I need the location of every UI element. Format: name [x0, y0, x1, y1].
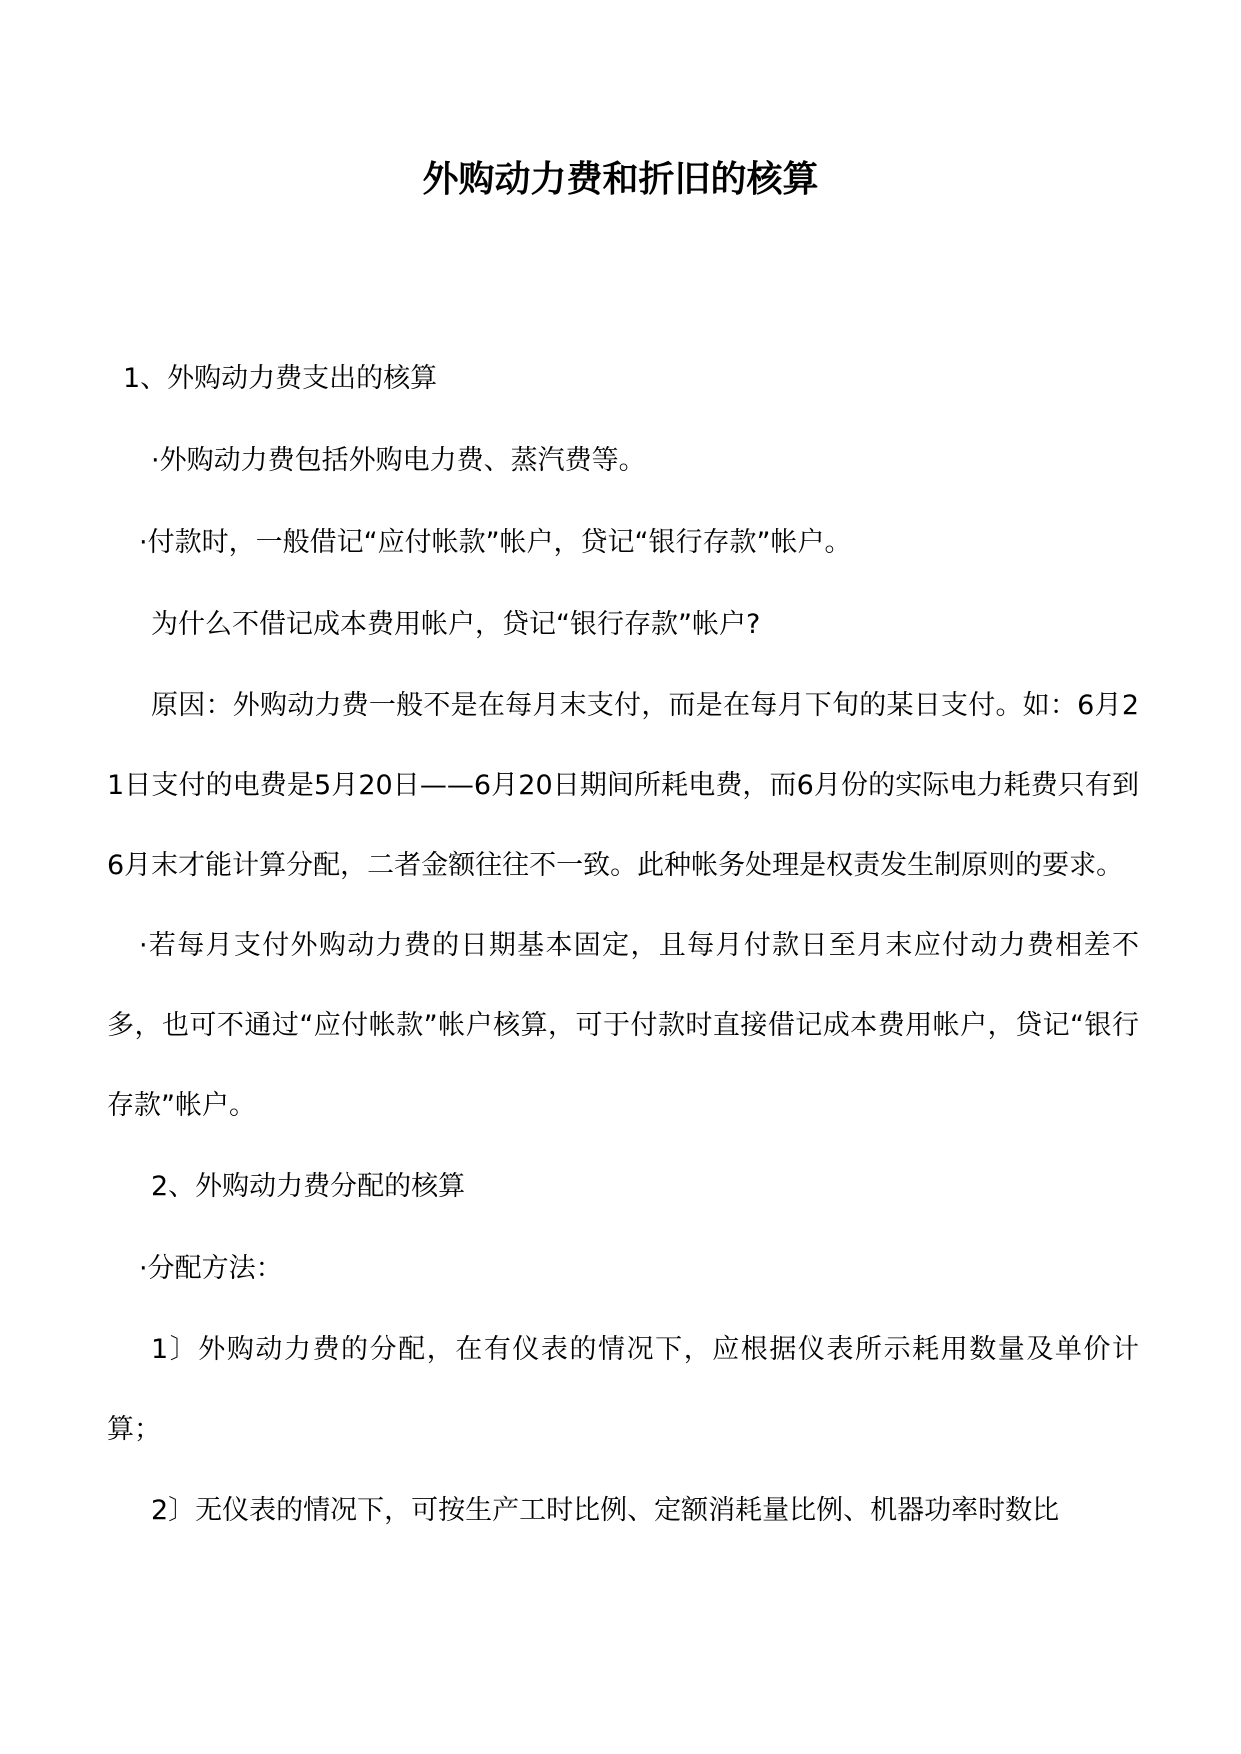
section-heading-2: 2、外购动力费分配的核算	[151, 1171, 466, 1202]
bullet-paragraph: ·若每月支付外购动力费的日期基本固定，且每月付款日至月末应付动力费相差不多，也可不通过“应付帐款”帐户核算，可于付款时直接借记成本费用帐户，贷记“银行存款”帐户。	[107, 930, 1139, 1121]
bullet-paragraph: ·分配方法：	[139, 1253, 283, 1284]
question-paragraph: 为什么不借记成本费用帐户，贷记“银行存款”帐户?	[151, 609, 761, 640]
reason-paragraph: 原因：外购动力费一般不是在每月末支付，而是在每月下旬的某日支付。如：6月21日支付的电费是5月20日——6月20日期间所耗电费，而6月份的实际电力耗费只有到6月末才能计算分配，二者金额往往不一致。此种帐务处理是权责发生制原则的要求。	[107, 690, 1139, 881]
bullet-paragraph: ·外购动力费包括外购电力费、蒸汽费等。	[151, 445, 646, 476]
list-item-paragraph: 1〕外购动力费的分配，在有仪表的情况下，应根据仪表所示耗用数量及单价计算；	[107, 1334, 1139, 1445]
list-item-paragraph: 2〕无仪表的情况下，可按生产工时比例、定额消耗量比例、机器功率时数比	[151, 1495, 1060, 1526]
bullet-paragraph: ·付款时，一般借记“应付帐款”帐户，贷记“银行存款”帐户。	[139, 527, 852, 558]
document-body	[107, 338, 1139, 1552]
section-heading-1: 1、外购动力费支出的核算	[123, 363, 438, 394]
document-title: 外购动力费和折旧的核算	[422, 159, 819, 200]
